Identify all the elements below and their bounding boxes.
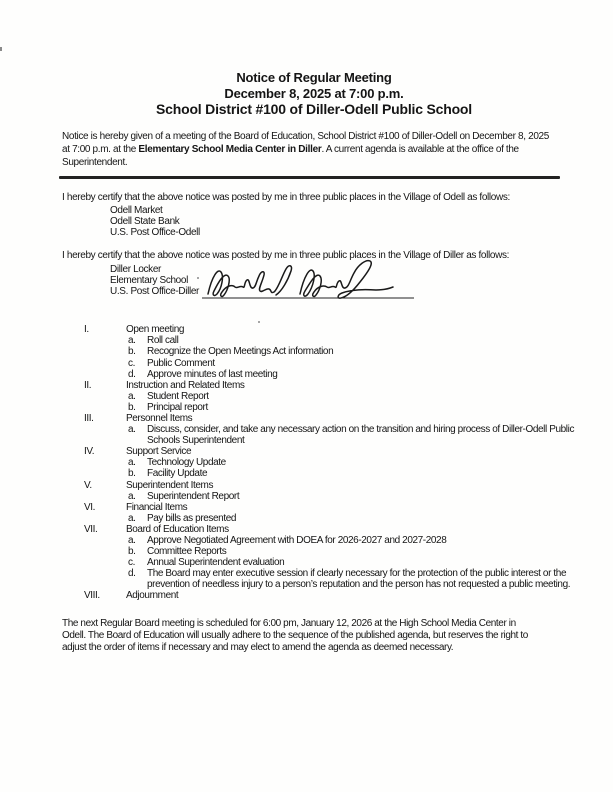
agenda-item <box>84 346 575 357</box>
agenda-section-title: Support Service <box>126 446 192 458</box>
agenda-item-text: Roll call <box>147 335 179 347</box>
agenda-numeral: IV. <box>84 446 95 458</box>
agenda-numeral: I. <box>84 324 89 336</box>
agenda-section-6 <box>84 502 575 524</box>
agenda-item-letter: b. <box>128 468 136 480</box>
agenda-list <box>84 324 575 601</box>
agenda-item <box>84 402 575 413</box>
agenda-item <box>84 491 575 502</box>
agenda-item <box>84 557 575 568</box>
agenda-item-text: Discuss, consider, and take any necessary action on the transition and hiring process of Diller-Odell Public Schools Superintendent <box>147 424 575 447</box>
scan-smudge <box>0 47 2 51</box>
agenda-item <box>84 468 575 479</box>
agenda-item-letter: b. <box>128 401 136 413</box>
posting-location: Odell Market <box>110 204 163 216</box>
agenda-item-letter: a. <box>128 512 136 524</box>
agenda-section-3 <box>84 413 575 446</box>
agenda-item-letter: a. <box>128 335 136 347</box>
agenda-section-title: Board of Education Items <box>126 523 229 535</box>
agenda-section-8 <box>84 590 575 601</box>
agenda-item-text: Approve Negotiated Agreement with DOEA for 2026-2027 and 2027-2028 <box>147 535 447 547</box>
notice-location-bold: Elementary School Media Center in Diller <box>138 144 322 156</box>
agenda-section-2 <box>84 380 575 413</box>
agenda-item-letter: a. <box>128 535 136 547</box>
signature-block <box>200 256 418 302</box>
agenda-item <box>84 369 575 380</box>
agenda-item <box>84 546 575 557</box>
agenda-item-letter: b. <box>128 546 136 558</box>
agenda-item-letter: b. <box>128 346 136 358</box>
agenda-item-text: The Board may enter executive session if clearly necessary for the protection of the public interest or the prevention of needless injury to a person’s reputation and the person has not requested a public meeting. <box>147 568 571 591</box>
posting-location: Odell State Bank <box>110 216 180 228</box>
section-divider-rule <box>59 176 560 179</box>
agenda-numeral: VIII. <box>84 590 100 602</box>
agenda-section-title: Superintendent Items <box>126 479 214 491</box>
agenda-item-text: Superintendent Report <box>147 490 240 502</box>
agenda-item-letter: d. <box>128 568 136 580</box>
agenda-section-title: Personnel Items <box>126 412 193 424</box>
agenda-section-title: Adjournment <box>126 590 179 602</box>
agenda-item-letter: c. <box>128 557 135 569</box>
agenda-item <box>84 457 575 468</box>
agenda-item-text: Pay bills as presented <box>147 512 237 524</box>
posting-location: Elementary School <box>110 274 188 286</box>
agenda-section-title: Open meeting <box>126 324 185 336</box>
scan-dot <box>197 277 199 279</box>
agenda-item <box>84 424 575 446</box>
agenda-section-title: Instruction and Related Items <box>126 379 245 391</box>
agenda-item-letter: c. <box>128 357 135 369</box>
agenda-item <box>84 335 575 346</box>
notice-text-post: . A current agenda is available at the office of the Superintendent. <box>62 144 519 169</box>
certification-statement: I hereby certify that the above notice was posted by me in three public places in the Village of Odell as follows: <box>62 191 510 203</box>
agenda-section-5 <box>84 480 575 502</box>
agenda-item-text: Technology Update <box>147 457 226 469</box>
certification-odell <box>62 192 565 239</box>
title-line-1: Notice of Regular Meeting <box>236 70 392 85</box>
agenda-item-text: Principal report <box>147 401 208 413</box>
scan-dot <box>258 321 260 323</box>
agenda-item-text: Student Report <box>147 390 209 402</box>
agenda-item-text: Recognize the Open Meetings Act information <box>147 346 334 358</box>
posting-location: U.S. Post Office-Diller <box>110 286 200 298</box>
agenda-item-text: Committee Reports <box>147 546 227 558</box>
agenda-section-1 <box>84 324 575 379</box>
agenda-item-letter: a. <box>128 424 136 436</box>
agenda-item-text: Facility Update <box>147 468 208 480</box>
agenda-section-4 <box>84 446 575 479</box>
notice-text-pre: Notice is hereby given of a meeting of the Board of Education, School District #100 of Diller-Odell on December 8, 2025 at 7:00 p.m. at the <box>62 131 549 156</box>
agenda-item-letter: a. <box>128 390 136 402</box>
document-title-block <box>62 0 566 117</box>
posting-location: U.S. Post Office-Odell <box>110 227 200 239</box>
agenda-item-letter: d. <box>128 368 136 380</box>
agenda-item <box>84 535 575 546</box>
agenda-item-text: Annual Superintendent evaluation <box>147 557 285 569</box>
agenda-numeral: VII. <box>84 523 98 535</box>
certification-statement: I hereby certify that the above notice was posted by me in three public places in the Village of Diller as follows: <box>62 250 510 262</box>
agenda-item <box>84 391 575 402</box>
agenda-numeral: VI. <box>84 501 96 513</box>
agenda-item <box>84 513 575 524</box>
agenda-numeral: V. <box>84 479 92 491</box>
agenda-item-text: Public Comment <box>147 357 215 369</box>
agenda-section-7 <box>84 524 575 591</box>
agenda-item <box>84 568 575 590</box>
posting-locations-odell <box>62 205 565 239</box>
agenda-section-title: Financial Items <box>126 501 188 513</box>
agenda-numeral: II. <box>84 379 92 391</box>
next-meeting-paragraph: The next Regular Board meeting is scheduled for 6:00 pm, January 12, 2026 at the High School Media Center in Odell. The Board of Education will usually adhere to the sequence of the published agenda, but reserves the right to adjust the order of items if necessary and may elect to amend the agenda as deemed necessary. <box>62 617 528 653</box>
meeting-notice-paragraph <box>62 130 557 170</box>
posting-location: Diller Locker <box>110 263 162 275</box>
agenda-numeral: III. <box>84 412 94 424</box>
signature-scribble-icon <box>200 256 418 302</box>
agenda-item-letter: a. <box>128 490 136 502</box>
agenda-item-text: Approve minutes of last meeting <box>147 368 278 380</box>
agenda-item <box>84 358 575 369</box>
title-line-2: December 8, 2025 at 7:00 p.m. <box>224 85 404 101</box>
agenda-item-letter: a. <box>128 457 136 469</box>
title-line-3: School District #100 of Diller-Odell Public School <box>156 101 472 117</box>
